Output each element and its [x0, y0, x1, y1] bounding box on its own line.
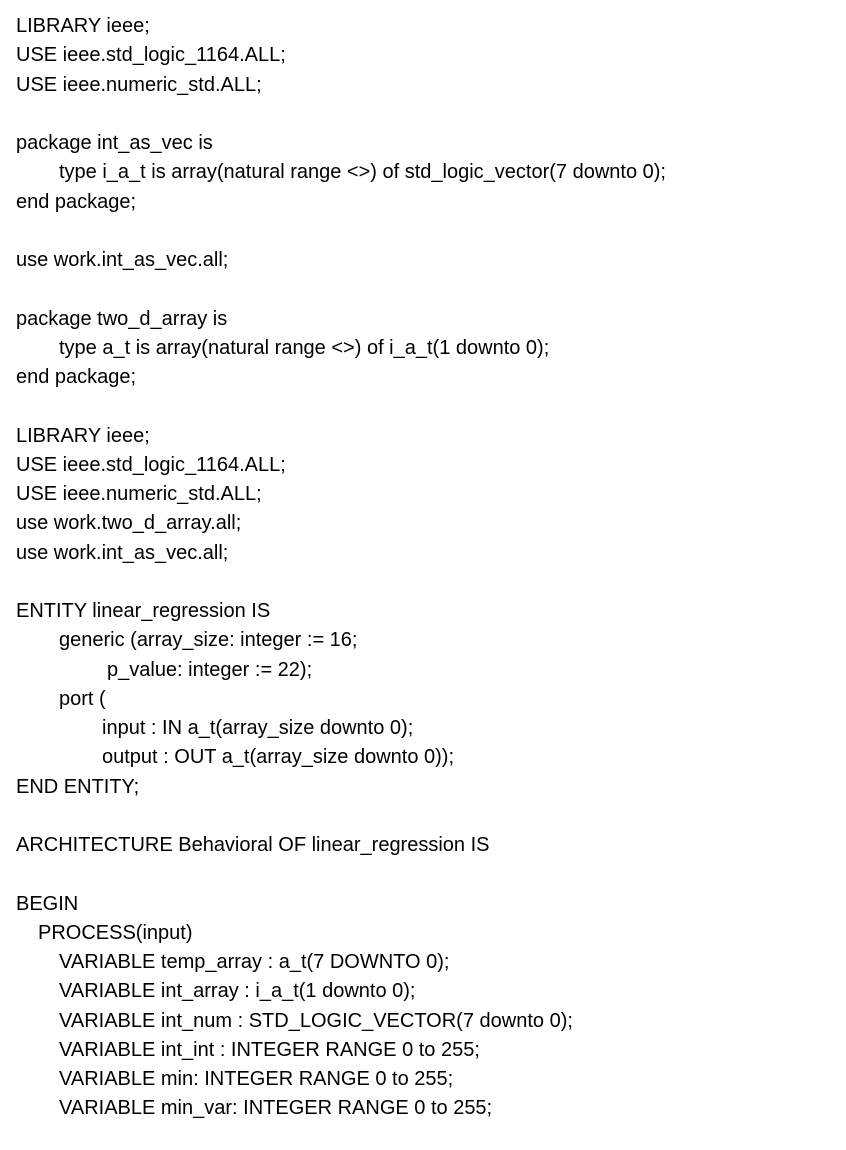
- code-line: generic (array_size: integer := 16;: [59, 629, 358, 652]
- code-line: end package;: [16, 366, 137, 388]
- blank-line: [16, 568, 836, 597]
- code-line: BEGIN: [16, 892, 79, 915]
- code-line: port (: [59, 687, 106, 710]
- code-line: input : IN a_t(array_size downto 0);: [102, 717, 414, 739]
- code-line: use work.int_as_vec.all;: [16, 249, 229, 271]
- code-line: LIBRARY ieee;: [16, 15, 150, 37]
- code-line: VARIABLE int_array : i_a_t(1 downto 0);: [59, 980, 416, 1003]
- code-line: type a_t is array(natural range <>) of i_a_t(1 downto 0);: [59, 336, 550, 359]
- code-line: END ENTITY;: [16, 775, 140, 798]
- code-line: USE ieee.std_logic_1164.ALL;: [16, 44, 286, 67]
- code-line: end package;: [16, 190, 137, 213]
- blank-line: [16, 100, 836, 129]
- code-document: [16, 12, 836, 1124]
- code-line: PROCESS(input): [38, 921, 193, 944]
- code-line: USE ieee.numeric_std.ALL;: [16, 483, 262, 505]
- code-line: output : OUT a_t(array_size downto 0));: [102, 746, 455, 769]
- code-line: USE ieee.numeric_std.ALL;: [16, 73, 262, 96]
- blank-line: [16, 392, 836, 421]
- code-line: ENTITY linear_regression IS: [16, 600, 271, 622]
- code-line: VARIABLE min_var: INTEGER RANGE 0 to 255;: [59, 1097, 493, 1120]
- code-line: package two_d_array is: [16, 307, 228, 330]
- code-line: use work.two_d_array.all;: [16, 512, 242, 535]
- code-line: p_value: integer := 22);: [107, 658, 313, 681]
- code-line: ARCHITECTURE Behavioral OF linear_regression IS: [16, 834, 490, 856]
- code-line: USE ieee.std_logic_1164.ALL;: [16, 453, 286, 476]
- blank-line: [16, 860, 836, 889]
- code-line: VARIABLE temp_array : a_t(7 DOWNTO 0);: [59, 951, 450, 973]
- code-line: VARIABLE min: INTEGER RANGE 0 to 255;: [59, 1068, 454, 1090]
- blank-line: [16, 275, 836, 304]
- code-line: VARIABLE int_int : INTEGER RANGE 0 to 255;: [59, 1038, 480, 1061]
- code-line: VARIABLE int_num : STD_LOGIC_VECTOR(7 downto 0);: [59, 1009, 573, 1032]
- code-line: LIBRARY ieee;: [16, 424, 150, 447]
- blank-line: [16, 217, 836, 246]
- code-line: package int_as_vec is: [16, 132, 213, 154]
- code-line: use work.int_as_vec.all;: [16, 541, 229, 564]
- blank-line: [16, 802, 836, 831]
- code-line: type i_a_t is array(natural range <>) of std_logic_vector(7 downto 0);: [59, 161, 666, 184]
